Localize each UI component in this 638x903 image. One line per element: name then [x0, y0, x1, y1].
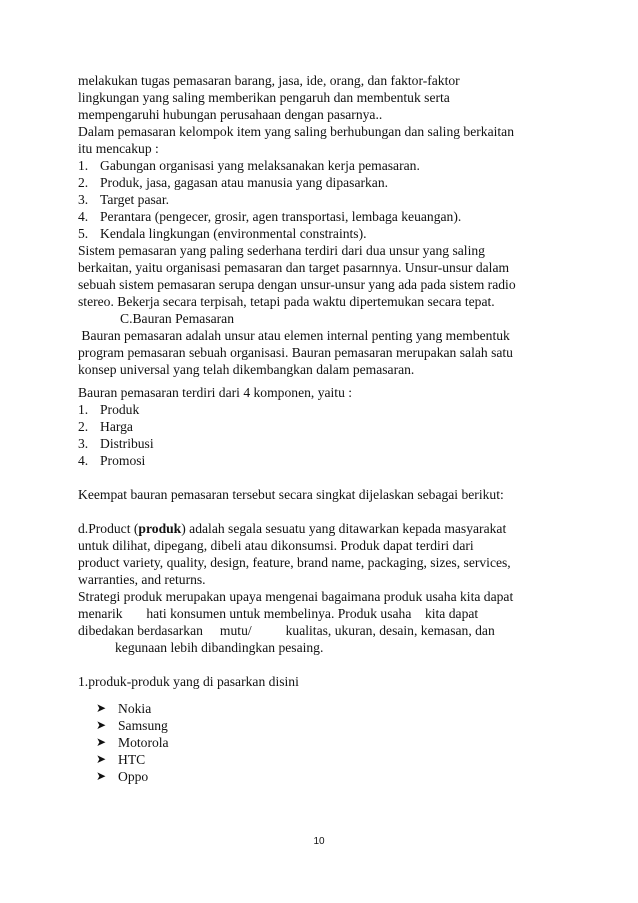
list-text: Produk, jasa, gagasan atau manusia yang dipasarkan.: [100, 175, 389, 190]
text-line: konsep universal yang telah dikembangkan dalam pemasaran.: [78, 362, 415, 377]
text-line: Strategi produk merupakan upaya mengenai bagaimana produk usaha kita dapat: [78, 589, 514, 604]
text-line: untuk dilihat, dipegang, dibeli atau dikonsumsi. Produk dapat terdiri dari: [78, 538, 474, 553]
list-text: Produk: [100, 402, 140, 417]
list-text: Target pasar.: [100, 192, 170, 207]
brand-name: Oppo: [118, 769, 149, 784]
brand-name: Samsung: [118, 718, 168, 733]
brand-name: Nokia: [118, 701, 152, 716]
text-line: kegunaan lebih dibandingkan pesaing.: [115, 640, 324, 655]
list-number: 1.: [78, 158, 89, 173]
page-number: 10: [313, 836, 325, 847]
list-item: [78, 435, 564, 452]
product-prefix: d.Product (: [78, 521, 139, 536]
text-line: lingkungan yang saling memberikan pengaruh dan membentuk serta: [78, 90, 450, 105]
text-line: stereo. Bekerja secara terpisah, tetapi pada waktu dipertemukan secara tepat.: [78, 294, 495, 309]
list-item: [78, 401, 564, 418]
arrow-bullet-icon: ➤: [96, 718, 107, 732]
list-text: Perantara (pengecer, grosir, agen transportasi, lembaga keuangan).: [100, 209, 462, 224]
list-item: [96, 717, 564, 734]
list-item: [96, 734, 564, 751]
list-text: Harga: [100, 419, 133, 434]
product-bold-term: produk: [138, 521, 182, 536]
list-number: 3.: [78, 192, 89, 207]
text-line: [78, 520, 564, 537]
list-number: 2.: [78, 419, 89, 434]
list-text: Gabungan organisasi yang melaksanakan kerja pemasaran.: [100, 158, 420, 173]
arrow-bullet-icon: ➤: [96, 735, 107, 749]
list-item: [78, 157, 564, 174]
list-number: 5.: [78, 226, 89, 241]
text-line: 1.produk-produk yang di pasarkan disini: [78, 674, 299, 689]
list-item: [78, 191, 564, 208]
list-item: [96, 751, 564, 768]
list-text: Kendala lingkungan (environmental constraints).: [100, 226, 367, 241]
list-item: [96, 700, 564, 717]
list-item: [78, 452, 564, 469]
arrow-bullet-icon: ➤: [96, 769, 107, 783]
list-item: [96, 768, 564, 785]
brand-name: Motorola: [118, 735, 169, 750]
list-number: 1.: [78, 402, 89, 417]
list-item: [78, 174, 564, 191]
arrow-bullet-icon: ➤: [96, 701, 107, 715]
list-item: [78, 225, 564, 242]
list-number: 3.: [78, 436, 89, 451]
text-line: Bauran pemasaran terdiri dari 4 komponen, yaitu :: [78, 385, 353, 400]
text-line: program pemasaran sebuah organisasi. Bauran pemasaran merupakan salah satu: [78, 345, 513, 360]
text-line: warranties, and returns.: [78, 572, 206, 587]
text-line: dibedakan berdasarkan mutu/ kualitas, ukuran, desain, kemasan, dan: [78, 623, 495, 638]
list-item: [78, 418, 564, 435]
list-text: Promosi: [100, 453, 146, 468]
text-line: melakukan tugas pemasaran barang, jasa, ide, orang, dan faktor-faktor: [78, 73, 460, 88]
arrow-bullet-icon: ➤: [96, 752, 107, 766]
text-line: Dalam pemasaran kelompok item yang saling berhubungan dan saling berkaitan: [78, 124, 515, 139]
text-line: product variety, quality, design, feature, brand name, packaging, sizes, services,: [78, 555, 511, 570]
text-line: sebuah sistem pemasaran serupa dengan unsur-unsur yang ada pada sistem radio: [78, 277, 516, 292]
document-body: [78, 72, 564, 785]
brand-list: [96, 700, 564, 785]
text-line: Bauran pemasaran adalah unsur atau elemen internal penting yang membentuk: [78, 328, 510, 343]
brand-name: HTC: [118, 752, 146, 767]
text-line: mempengaruhi hubungan perusahaan dengan pasarnya..: [78, 107, 383, 122]
section-heading: C.Bauran Pemasaran: [120, 311, 235, 326]
list-item: [78, 208, 564, 225]
list-text: Distribusi: [100, 436, 154, 451]
text-line: Keempat bauran pemasaran tersebut secara singkat dijelaskan sebagai berikut:: [78, 487, 504, 502]
list-number: 4.: [78, 209, 89, 224]
list-number: 2.: [78, 175, 89, 190]
text-line: menarik hati konsumen untuk membelinya. Produk usaha kita dapat: [78, 606, 479, 621]
text-line: itu mencakup :: [78, 141, 159, 156]
product-suffix: ) adalah segala sesuatu yang ditawarkan kepada masyarakat: [181, 521, 507, 536]
text-line: Sistem pemasaran yang paling sederhana terdiri dari dua unsur yang saling: [78, 243, 485, 258]
list-number: 4.: [78, 453, 89, 468]
text-line: berkaitan, yaitu organisasi pemasaran dan target pasarnnya. Unsur-unsur dalam: [78, 260, 510, 275]
